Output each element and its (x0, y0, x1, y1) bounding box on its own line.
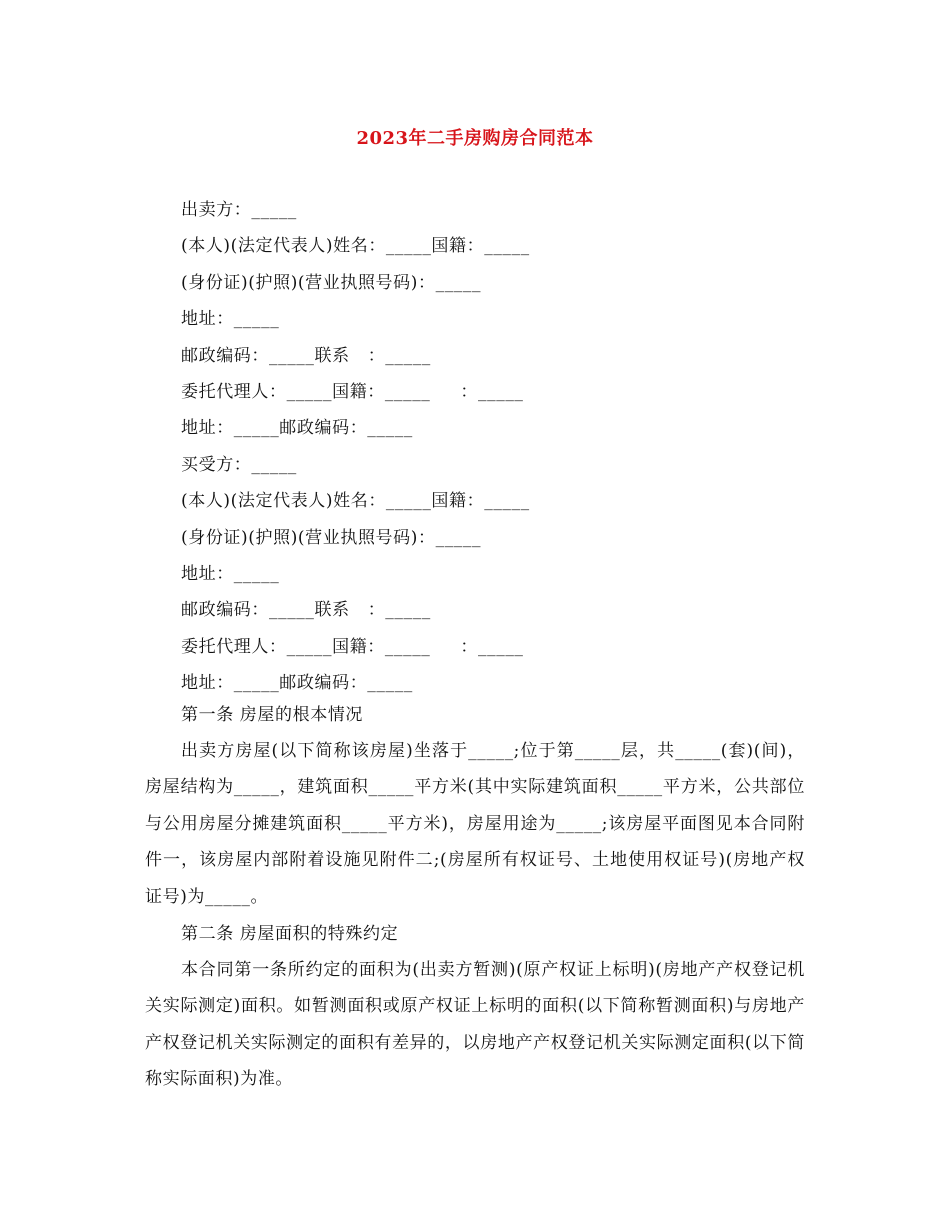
seller-agent-line: 委托代理人：_____国籍：_____ ：_____ (181, 381, 524, 402)
buyer-address-line: 地址：_____ (181, 563, 280, 584)
buyer-agent-address-line: 地址：_____邮政编码：_____ (181, 673, 413, 694)
seller-address-line: 地址：_____ (181, 309, 280, 330)
buyer-agent-line: 委托代理人：_____国籍：_____ ：_____ (181, 636, 524, 657)
article2-heading: 第二条 房屋面积的特殊约定 (181, 924, 399, 944)
seller-agent-address-line: 地址：_____邮政编码：_____ (181, 418, 413, 439)
buyer-postcode-contact-line: 邮政编码：_____联系 ：_____ (181, 600, 431, 621)
seller-name-nationality-line: (本人)(法定代表人)姓名：_____国籍：_____ (181, 236, 530, 257)
seller-id-line: (身份证)(护照)(营业执照号码)：_____ (181, 272, 482, 293)
seller-line: 出卖方：_____ (181, 200, 297, 220)
buyer-name-nationality-line: (本人)(法定代表人)姓名：_____国籍：_____ (181, 491, 530, 512)
buyer-id-line: (身份证)(护照)(营业执照号码)：_____ (181, 527, 482, 548)
party-info-section (181, 200, 821, 709)
article2-body: 本合同第一条所约定的面积为(出卖方暂测)(原产权证上标明)(房地产产权登记机关实际测定)面积。如暂测面积或原产权证上标明的面积(以下简称暂测面积)与房地产产权登记机关实际测定的面积有差异的，以房地产产权登记机关实际测定面积(以下简称实际面积)为准。 (145, 960, 805, 1090)
article1-heading: 第一条 房屋的根本情况 (181, 705, 364, 725)
seller-postcode-contact-line: 邮政编码：_____联系 ：_____ (181, 345, 431, 366)
article1-body: 出卖方房屋(以下简称该房屋)坐落于_____;位于第_____层，共_____(套)(间)，房屋结构为_____，建筑面积_____平方米(其中实际建筑面积_____平方米，公共部位与公用房屋分摊建筑面积_____平方米)，房屋用途为_____;该房屋平面图见本合同附件一，该房屋内部附着设施见附件二;(房屋所有权证号、土地使用权证号)(房地产权证号)为_____。 (145, 741, 805, 907)
buyer-line: 买受方：_____ (181, 454, 297, 475)
document-title: 2023年二手房购房合同范本 (356, 128, 594, 149)
